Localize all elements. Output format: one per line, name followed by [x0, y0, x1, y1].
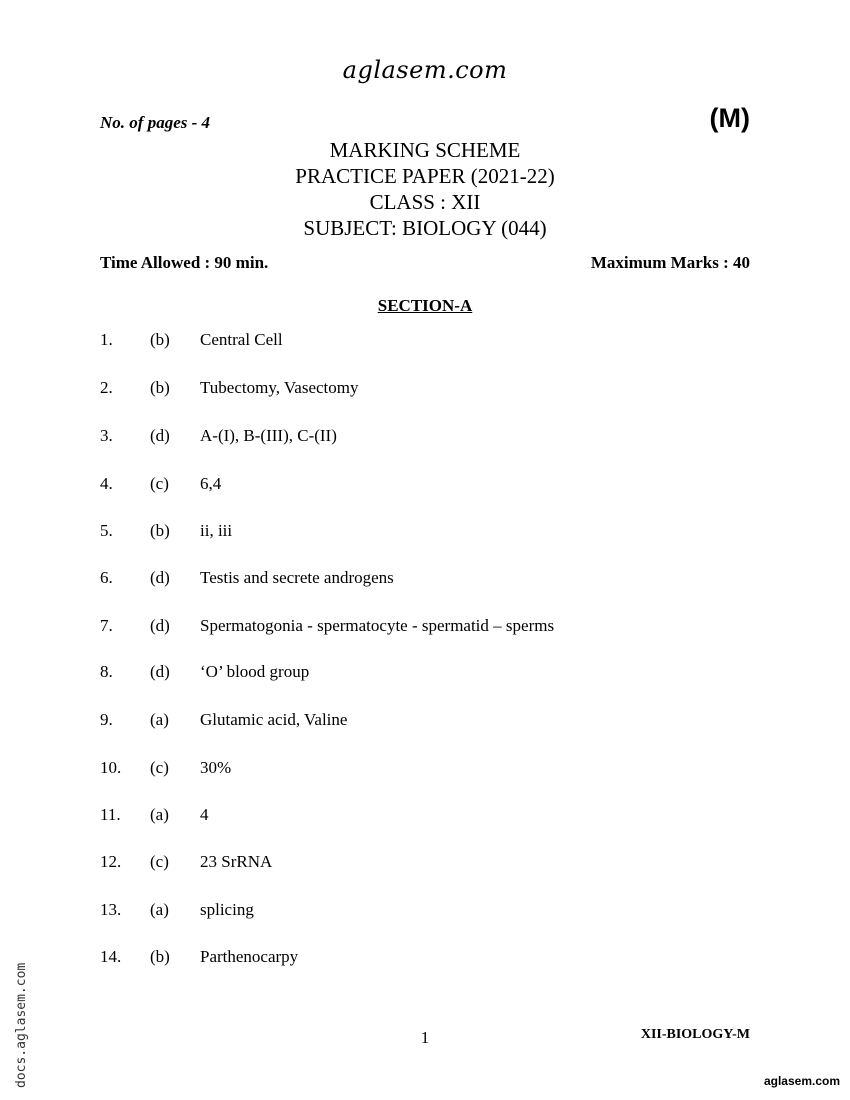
page-number: 1	[420, 1028, 430, 1047]
answer-row	[100, 852, 750, 874]
answer-option: (c)	[150, 852, 169, 871]
answer-text: Testis and secrete androgens	[200, 568, 394, 587]
question-number: 2.	[100, 378, 113, 397]
answer-text: ‘O’ blood group	[200, 662, 310, 681]
answer-text: Glutamic acid, Valine	[200, 710, 348, 729]
answer-text: 23 SrRNA	[200, 852, 273, 871]
question-number: 11.	[100, 805, 121, 824]
question-number: 13.	[100, 900, 122, 919]
corner-watermark: aglasem.com	[763, 1074, 840, 1088]
question-number: 6.	[100, 568, 113, 587]
answer-row	[100, 474, 750, 496]
answer-row	[100, 616, 750, 638]
answer-option: (c)	[150, 474, 169, 493]
answer-option: (b)	[150, 330, 170, 349]
answer-row	[100, 521, 750, 543]
answer-row	[100, 568, 750, 590]
answer-option: (b)	[150, 947, 170, 966]
answer-text: Central Cell	[200, 330, 283, 349]
answer-row	[100, 662, 750, 684]
answer-row	[100, 330, 750, 352]
answer-row	[100, 426, 750, 448]
question-number: 12.	[100, 852, 122, 871]
site-logo: aglasem.com	[342, 56, 508, 84]
answer-option: (d)	[150, 426, 170, 445]
answer-option: (b)	[150, 378, 170, 397]
side-watermark: docs.aglasem.com	[14, 962, 29, 1088]
doc-title: MARKING SCHEME	[329, 138, 521, 162]
answer-row	[100, 900, 750, 922]
answer-option: (a)	[150, 900, 169, 919]
answer-text: Spermatogonia - spermatocyte - spermatid – sperms	[200, 616, 555, 635]
paper-code: XII-BIOLOGY-M	[640, 1027, 750, 1042]
answer-row	[100, 710, 750, 732]
maximum-marks: Maximum Marks : 40	[590, 253, 750, 272]
time-allowed: Time Allowed : 90 min.	[100, 253, 269, 272]
question-number: 14.	[100, 947, 122, 966]
answer-text: 30%	[200, 758, 232, 777]
answer-row	[100, 758, 750, 780]
answer-text: splicing	[200, 900, 254, 919]
question-number: 5.	[100, 521, 113, 540]
answer-option: (d)	[150, 568, 170, 587]
answer-option: (d)	[150, 616, 170, 635]
section-heading: SECTION-A	[377, 296, 473, 315]
answer-row	[100, 947, 750, 969]
answer-option: (b)	[150, 521, 170, 540]
question-number: 8.	[100, 662, 113, 681]
answer-option: (a)	[150, 710, 169, 729]
answer-row	[100, 378, 750, 400]
set-code: (M)	[709, 103, 750, 133]
question-number: 10.	[100, 758, 122, 777]
question-number: 9.	[100, 710, 113, 729]
question-number: 4.	[100, 474, 113, 493]
answer-option: (c)	[150, 758, 169, 777]
answer-text: Tubectomy, Vasectomy	[200, 378, 359, 397]
question-number: 7.	[100, 616, 113, 635]
answer-text: ii, iii	[200, 521, 233, 540]
page-count: No. of pages - 4	[100, 113, 211, 132]
question-number: 1.	[100, 330, 113, 349]
answer-option: (d)	[150, 662, 170, 681]
answer-option: (a)	[150, 805, 169, 824]
answer-text: 4	[200, 805, 209, 824]
subject-title: SUBJECT: BIOLOGY (044)	[303, 216, 547, 240]
answer-row	[100, 805, 750, 827]
answer-text: A-(I), B-(III), C-(II)	[200, 426, 337, 445]
answer-text: 6,4	[200, 474, 222, 493]
class-title: CLASS : XII	[369, 190, 481, 214]
paper-title: PRACTICE PAPER (2021-22)	[295, 164, 555, 188]
answer-text: Parthenocarpy	[200, 947, 299, 966]
question-number: 3.	[100, 426, 113, 445]
